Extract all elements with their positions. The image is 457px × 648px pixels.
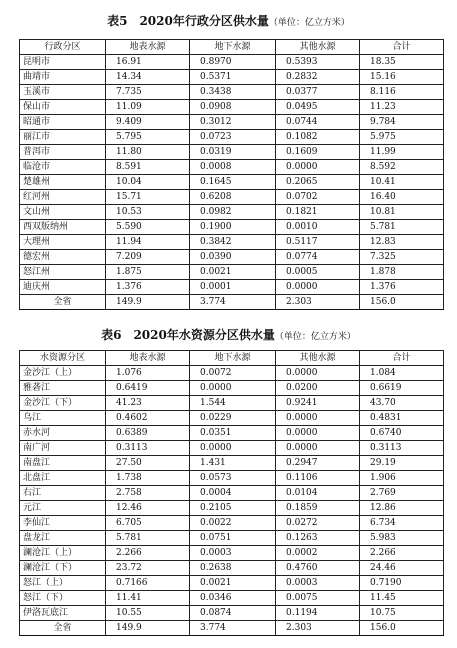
- cell-name: 保山市: [20, 100, 106, 115]
- cell-surface-water: 11.09: [106, 100, 190, 115]
- cell-total: 16.40: [360, 190, 444, 205]
- cell-groundwater: 0.3012: [190, 115, 276, 130]
- cell-total: 11.45: [360, 591, 444, 606]
- cell-total: 5.781: [360, 220, 444, 235]
- cell-total: 7.325: [360, 250, 444, 265]
- table-row: [20, 100, 444, 115]
- table-row: [20, 70, 444, 85]
- cell-other-sources: 0.0075: [276, 591, 360, 606]
- cell-total: 10.81: [360, 205, 444, 220]
- cell-total: 15.16: [360, 70, 444, 85]
- table-row: [20, 561, 444, 576]
- cell-other-sources: 0.0003: [276, 576, 360, 591]
- cell-other-sources: 0.9241: [276, 396, 360, 411]
- cell-total: 1.906: [360, 471, 444, 486]
- cell-surface-water: 15.71: [106, 190, 190, 205]
- cell-name: 南广河: [20, 441, 106, 456]
- cell-other-sources: 0.1609: [276, 145, 360, 160]
- cell-other-sources: 0.0000: [276, 366, 360, 381]
- table-row: [20, 426, 444, 441]
- cell-total: 0.3113: [360, 441, 444, 456]
- table1-header-row: [20, 40, 444, 55]
- cell-total: 18.35: [360, 55, 444, 70]
- table-row: [20, 471, 444, 486]
- cell-name: 李仙江: [20, 516, 106, 531]
- cell-groundwater: 0.0751: [190, 531, 276, 546]
- cell-other-sources: 0.1263: [276, 531, 360, 546]
- cell-groundwater: 0.0390: [190, 250, 276, 265]
- table-row: [20, 411, 444, 426]
- cell-total: 0.6740: [360, 426, 444, 441]
- cell-other-sources: 0.2832: [276, 70, 360, 85]
- cell-other-sources: 0.0272: [276, 516, 360, 531]
- cell-other-sources: 0.1194: [276, 606, 360, 621]
- cell-name: 临沧市: [20, 160, 106, 175]
- cell-total: 1.878: [360, 265, 444, 280]
- table1-title-text: 表5 2020年行政分区供水量: [107, 14, 269, 28]
- cell-name: 南盘江: [20, 456, 106, 471]
- cell-other-sources: 0.0744: [276, 115, 360, 130]
- cell-name: 澜沧江（上）: [20, 546, 106, 561]
- cell-name: 文山州: [20, 205, 106, 220]
- table-row: [20, 115, 444, 130]
- cell-surface-water: 7.735: [106, 85, 190, 100]
- cell-groundwater: 0.1900: [190, 220, 276, 235]
- cell-name: 北盘江: [20, 471, 106, 486]
- cell-surface-water: 1.875: [106, 265, 190, 280]
- table-row: [20, 576, 444, 591]
- cell-groundwater: 0.0982: [190, 205, 276, 220]
- cell-surface-water: 1.076: [106, 366, 190, 381]
- cell-surface-water: 5.781: [106, 531, 190, 546]
- cell-groundwater: 0.0229: [190, 411, 276, 426]
- cell-groundwater: 0.0346: [190, 591, 276, 606]
- table2-unit: （单位：亿立方米）: [274, 332, 356, 342]
- column-header-zone: 水资源分区: [20, 351, 106, 366]
- column-header-other-sources: 其他水源: [276, 40, 360, 55]
- cell-groundwater: 0.0723: [190, 130, 276, 145]
- cell-other-sources: 0.4760: [276, 561, 360, 576]
- cell-groundwater: 0.0319: [190, 145, 276, 160]
- cell-groundwater: 0.2638: [190, 561, 276, 576]
- cell-name: 元江: [20, 501, 106, 516]
- cell-groundwater: 0.0573: [190, 471, 276, 486]
- table1-body: [20, 55, 444, 310]
- table-row: [20, 205, 444, 220]
- cell-name: 迪庆州: [20, 280, 106, 295]
- table2-title-text: 表6 2020年水资源分区供水量: [101, 328, 275, 342]
- cell-surface-water: 5.795: [106, 130, 190, 145]
- cell-groundwater: 0.0072: [190, 366, 276, 381]
- cell-groundwater: 0.0874: [190, 606, 276, 621]
- cell-name: 红河州: [20, 190, 106, 205]
- cell-name: 伊洛瓦底江: [20, 606, 106, 621]
- cell-total: 0.6619: [360, 381, 444, 396]
- table2-header-row: [20, 351, 444, 366]
- table-row: [20, 606, 444, 621]
- cell-surface-water: 1.738: [106, 471, 190, 486]
- cell-name: 雅砻江: [20, 381, 106, 396]
- cell-groundwater: 0.6208: [190, 190, 276, 205]
- cell-other-sources: 0.1082: [276, 130, 360, 145]
- cell-groundwater: 0.0908: [190, 100, 276, 115]
- cell-name: 大理州: [20, 235, 106, 250]
- table-row: [20, 130, 444, 145]
- total-cell-groundwater: 3.774: [190, 621, 276, 636]
- table-row: [20, 396, 444, 411]
- cell-name: 普洱市: [20, 145, 106, 160]
- cell-groundwater: 0.0008: [190, 160, 276, 175]
- cell-name: 玉溪市: [20, 85, 106, 100]
- column-header-region: 行政分区: [20, 40, 106, 55]
- cell-total: 2.769: [360, 486, 444, 501]
- cell-other-sources: 0.0005: [276, 265, 360, 280]
- table-row: [20, 516, 444, 531]
- cell-name: 昭通市: [20, 115, 106, 130]
- cell-name: 赤水河: [20, 426, 106, 441]
- cell-other-sources: 0.0774: [276, 250, 360, 265]
- cell-total: 0.4831: [360, 411, 444, 426]
- cell-name: 右江: [20, 486, 106, 501]
- cell-total: 10.75: [360, 606, 444, 621]
- cell-surface-water: 0.7166: [106, 576, 190, 591]
- cell-name: 德宏州: [20, 250, 106, 265]
- cell-name: 澜沧江（下）: [20, 561, 106, 576]
- cell-total: 5.975: [360, 130, 444, 145]
- cell-groundwater: 1.544: [190, 396, 276, 411]
- cell-surface-water: 8.591: [106, 160, 190, 175]
- column-header-groundwater: 地下水源: [190, 351, 276, 366]
- administrative-water-supply-table: [19, 39, 444, 310]
- cell-surface-water: 11.41: [106, 591, 190, 606]
- table-row: [20, 486, 444, 501]
- total-row: [20, 621, 444, 636]
- cell-other-sources: 0.1106: [276, 471, 360, 486]
- total-row: [20, 295, 444, 310]
- total-cell-total: 156.0: [360, 295, 444, 310]
- column-header-groundwater: 地下水源: [190, 40, 276, 55]
- cell-surface-water: 10.53: [106, 205, 190, 220]
- cell-total: 11.23: [360, 100, 444, 115]
- cell-other-sources: 0.0495: [276, 100, 360, 115]
- cell-other-sources: 0.0702: [276, 190, 360, 205]
- cell-name: 楚雄州: [20, 175, 106, 190]
- table-row: [20, 55, 444, 70]
- cell-surface-water: 14.34: [106, 70, 190, 85]
- cell-total: 6.734: [360, 516, 444, 531]
- table2-title: [0, 328, 457, 344]
- cell-other-sources: 0.0200: [276, 381, 360, 396]
- total-cell-surface-water: 149.9: [106, 295, 190, 310]
- water-resource-zone-supply-table: [19, 350, 444, 636]
- cell-groundwater: 0.0021: [190, 576, 276, 591]
- cell-surface-water: 12.46: [106, 501, 190, 516]
- cell-surface-water: 2.266: [106, 546, 190, 561]
- cell-groundwater: 0.2105: [190, 501, 276, 516]
- column-header-surface-water: 地表水源: [106, 351, 190, 366]
- cell-surface-water: 11.80: [106, 145, 190, 160]
- cell-other-sources: 0.5393: [276, 55, 360, 70]
- cell-other-sources: 0.0000: [276, 426, 360, 441]
- cell-name: 曲靖市: [20, 70, 106, 85]
- cell-total: 1.376: [360, 280, 444, 295]
- cell-groundwater: 0.0003: [190, 546, 276, 561]
- table-row: [20, 175, 444, 190]
- cell-name: 怒江（下）: [20, 591, 106, 606]
- cell-surface-water: 16.91: [106, 55, 190, 70]
- cell-groundwater: 0.3842: [190, 235, 276, 250]
- table-row: [20, 531, 444, 546]
- column-header-other-sources: 其他水源: [276, 351, 360, 366]
- table-row: [20, 501, 444, 516]
- cell-other-sources: 0.0010: [276, 220, 360, 235]
- cell-surface-water: 23.72: [106, 561, 190, 576]
- cell-name: 西双版纳州: [20, 220, 106, 235]
- table2-header: [20, 351, 444, 366]
- cell-surface-water: 0.6389: [106, 426, 190, 441]
- cell-groundwater: 0.0022: [190, 516, 276, 531]
- table-row: [20, 265, 444, 280]
- table-row: [20, 366, 444, 381]
- table1-unit: （单位：亿立方米）: [268, 18, 350, 28]
- cell-surface-water: 11.94: [106, 235, 190, 250]
- cell-groundwater: 0.0000: [190, 381, 276, 396]
- table-row: [20, 456, 444, 471]
- total-cell-total: 156.0: [360, 621, 444, 636]
- cell-other-sources: 0.0000: [276, 441, 360, 456]
- cell-surface-water: 6.705: [106, 516, 190, 531]
- cell-surface-water: 10.04: [106, 175, 190, 190]
- table-row: [20, 381, 444, 396]
- cell-name: 怒江（上）: [20, 576, 106, 591]
- table-row: [20, 591, 444, 606]
- cell-other-sources: 0.0000: [276, 411, 360, 426]
- cell-surface-water: 7.209: [106, 250, 190, 265]
- cell-other-sources: 0.0002: [276, 546, 360, 561]
- table-row: [20, 441, 444, 456]
- cell-total: 10.41: [360, 175, 444, 190]
- column-header-total: 合计: [360, 40, 444, 55]
- cell-total: 8.116: [360, 85, 444, 100]
- cell-surface-water: 10.55: [106, 606, 190, 621]
- table-row: [20, 190, 444, 205]
- cell-total: 9.784: [360, 115, 444, 130]
- cell-other-sources: 0.0377: [276, 85, 360, 100]
- cell-groundwater: 0.0351: [190, 426, 276, 441]
- cell-total: 5.983: [360, 531, 444, 546]
- column-header-total: 合计: [360, 351, 444, 366]
- cell-surface-water: 0.4602: [106, 411, 190, 426]
- cell-other-sources: 0.2947: [276, 456, 360, 471]
- table2-body: [20, 366, 444, 636]
- total-cell-surface-water: 149.9: [106, 621, 190, 636]
- table1-title: [0, 14, 457, 30]
- cell-total: 1.084: [360, 366, 444, 381]
- cell-other-sources: 0.0000: [276, 280, 360, 295]
- cell-total: 29.19: [360, 456, 444, 471]
- cell-groundwater: 0.5371: [190, 70, 276, 85]
- cell-other-sources: 0.0000: [276, 160, 360, 175]
- cell-total: 12.86: [360, 501, 444, 516]
- cell-other-sources: 0.0104: [276, 486, 360, 501]
- cell-name: 金沙江（上）: [20, 366, 106, 381]
- column-header-surface-water: 地表水源: [106, 40, 190, 55]
- total-cell-other-sources: 2.303: [276, 295, 360, 310]
- table1-header: [20, 40, 444, 55]
- cell-name: 金沙江（下）: [20, 396, 106, 411]
- total-cell-name: 全省: [20, 295, 106, 310]
- cell-total: 12.83: [360, 235, 444, 250]
- table-row: [20, 160, 444, 175]
- cell-total: 0.7190: [360, 576, 444, 591]
- cell-name: 乌江: [20, 411, 106, 426]
- cell-surface-water: 1.376: [106, 280, 190, 295]
- cell-total: 2.266: [360, 546, 444, 561]
- cell-surface-water: 5.590: [106, 220, 190, 235]
- table-row: [20, 220, 444, 235]
- cell-name: 怒江州: [20, 265, 106, 280]
- cell-name: 昆明市: [20, 55, 106, 70]
- cell-groundwater: 0.0021: [190, 265, 276, 280]
- cell-surface-water: 2.758: [106, 486, 190, 501]
- cell-other-sources: 0.1821: [276, 205, 360, 220]
- cell-total: 24.46: [360, 561, 444, 576]
- cell-groundwater: 0.1645: [190, 175, 276, 190]
- cell-other-sources: 0.2065: [276, 175, 360, 190]
- table-row: [20, 280, 444, 295]
- cell-groundwater: 1.431: [190, 456, 276, 471]
- cell-surface-water: 41.23: [106, 396, 190, 411]
- cell-total: 8.592: [360, 160, 444, 175]
- total-cell-other-sources: 2.303: [276, 621, 360, 636]
- cell-groundwater: 0.0001: [190, 280, 276, 295]
- cell-groundwater: 0.0000: [190, 441, 276, 456]
- cell-total: 11.99: [360, 145, 444, 160]
- cell-surface-water: 0.6419: [106, 381, 190, 396]
- cell-other-sources: 0.1859: [276, 501, 360, 516]
- cell-surface-water: 9.409: [106, 115, 190, 130]
- total-cell-name: 全省: [20, 621, 106, 636]
- table-row: [20, 250, 444, 265]
- table-row: [20, 85, 444, 100]
- cell-groundwater: 0.8970: [190, 55, 276, 70]
- table-row: [20, 235, 444, 250]
- cell-surface-water: 0.3113: [106, 441, 190, 456]
- cell-groundwater: 0.0004: [190, 486, 276, 501]
- cell-name: 盘龙江: [20, 531, 106, 546]
- table-row: [20, 546, 444, 561]
- total-cell-groundwater: 3.774: [190, 295, 276, 310]
- cell-total: 43.70: [360, 396, 444, 411]
- cell-other-sources: 0.5117: [276, 235, 360, 250]
- cell-groundwater: 0.3438: [190, 85, 276, 100]
- cell-surface-water: 27.50: [106, 456, 190, 471]
- cell-name: 丽江市: [20, 130, 106, 145]
- table-row: [20, 145, 444, 160]
